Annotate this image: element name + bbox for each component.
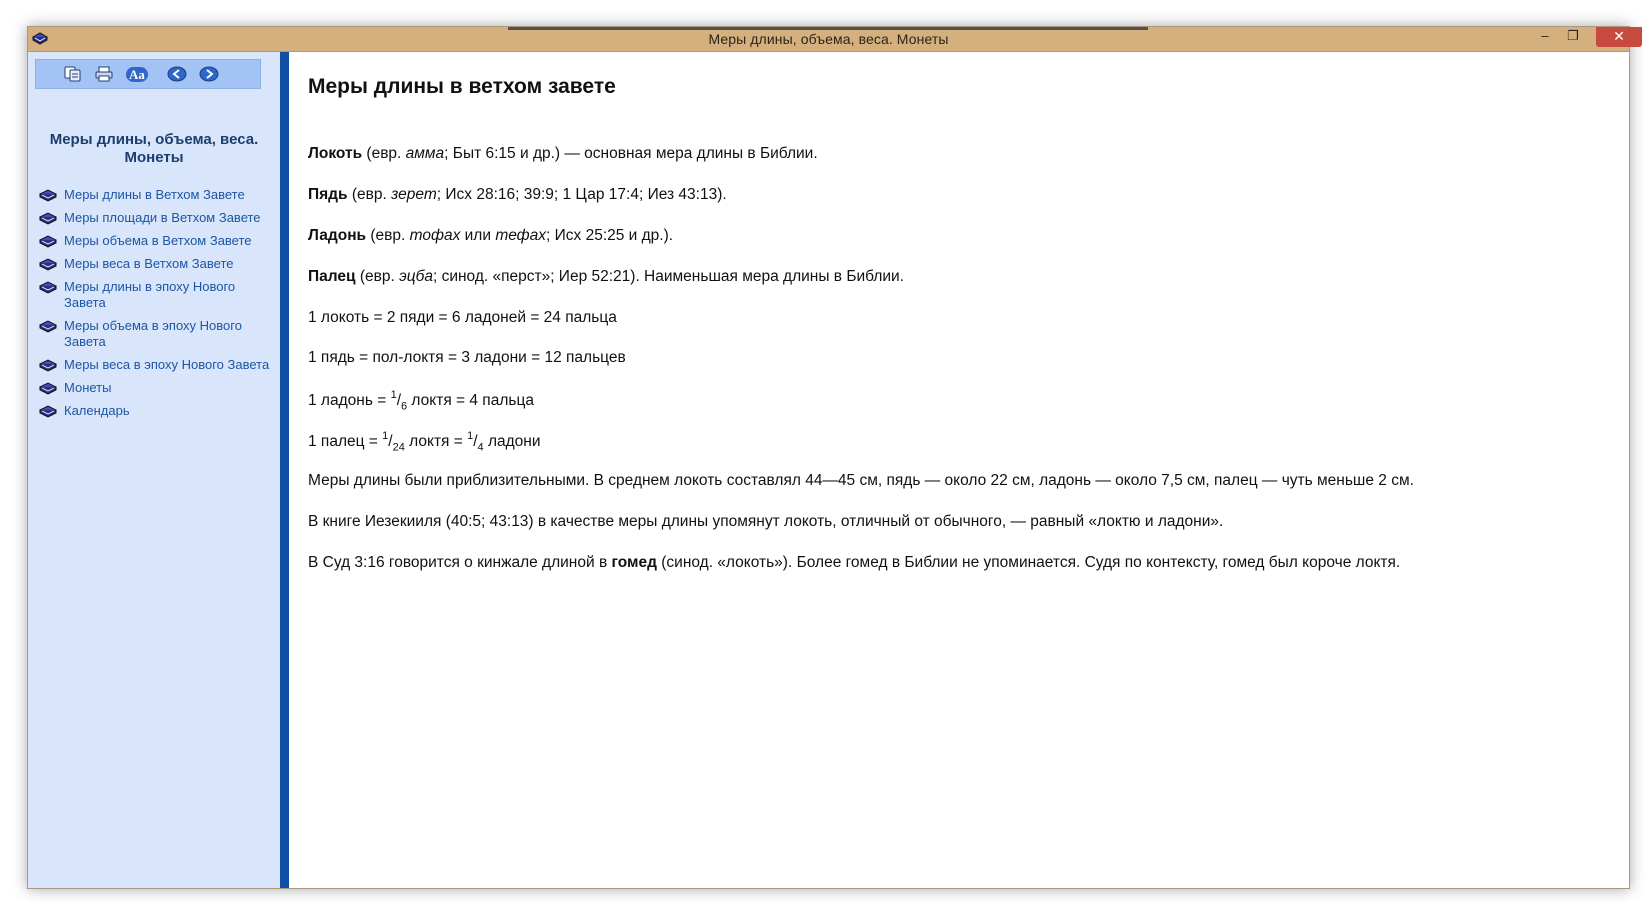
fraction-slash: / xyxy=(473,433,478,451)
sidebar-item-volume-nt[interactable] xyxy=(38,318,274,350)
forward-button[interactable] xyxy=(199,65,219,83)
text: ; синод. «перст»; Иер 52:21). Наименьшая мера длины в Библии. xyxy=(432,268,904,285)
denominator: 4 xyxy=(477,441,484,454)
back-button[interactable] xyxy=(167,65,187,83)
text: локтя = 4 пальца xyxy=(407,392,534,410)
book-icon xyxy=(39,234,57,249)
sidebar-item-calendar[interactable] xyxy=(38,403,274,419)
term-span: Пядь xyxy=(308,186,348,203)
title-bar[interactable] xyxy=(28,27,1629,52)
sidebar-item-label: Меры длины в эпоху Нового Завета xyxy=(64,279,236,310)
text: 1 ладонь = xyxy=(308,392,391,410)
hebrew-term: тофах xyxy=(409,227,461,244)
font-size-icon: Aa xyxy=(126,67,148,82)
paragraph-gomed xyxy=(308,554,1400,572)
fraction-slash: / xyxy=(388,433,393,451)
article-heading: Меры длины в ветхом завете xyxy=(308,75,616,98)
sidebar-item-label: Меры объема в эпоху Нового Завета xyxy=(64,318,242,349)
text: локтя = xyxy=(404,433,468,451)
book-icon xyxy=(39,211,57,226)
pane-divider[interactable] xyxy=(280,52,289,888)
sidebar-item-label: Монеты xyxy=(64,380,112,395)
text: (синод. «локоть»). Более гомед в Библии не упоминается. Судя по контексту, гомед был короче локтя. xyxy=(656,554,1401,571)
equation-span: 1 пядь = пол-локтя = 3 ладони = 12 пальцев xyxy=(308,349,626,366)
equation-cubit: 1 локоть = 2 пяди = 6 ладоней = 24 пальца xyxy=(308,309,617,326)
sidebar-item-label: Календарь xyxy=(64,403,130,418)
back-arrow-icon xyxy=(167,66,187,82)
fraction-slash: / xyxy=(396,392,401,410)
article-content xyxy=(308,52,1609,888)
print-icon xyxy=(95,66,113,82)
copy-icon xyxy=(64,66,82,82)
hebrew-term: тефах xyxy=(495,227,547,244)
minimize-button[interactable]: – xyxy=(1541,28,1549,43)
book-icon xyxy=(39,404,57,419)
equation-finger xyxy=(308,431,541,453)
sidebar-item-area-ot[interactable] xyxy=(38,210,274,226)
toolbar xyxy=(35,59,261,89)
sidebar-item-volume-ot[interactable] xyxy=(38,233,274,249)
text: ; Исх 25:25 и др.). xyxy=(546,227,674,244)
sidebar-item-weight-nt[interactable] xyxy=(38,357,274,373)
sidebar-item-lengths-ot[interactable] xyxy=(38,187,274,203)
paragraph-ezekiel: В книге Иезекииля (40:5; 43:13) в качестве меры длины упомянут локоть, отличный от обычного, — равный «локтю и ладони». xyxy=(308,513,1224,530)
paragraph-palm xyxy=(308,227,673,245)
text: (евр. xyxy=(347,186,392,203)
book-icon xyxy=(39,257,57,272)
book-icon xyxy=(39,188,57,203)
paragraph-cubit xyxy=(308,145,818,163)
term-finger: Палец xyxy=(308,268,356,285)
app-window xyxy=(27,26,1630,889)
book-icon xyxy=(39,319,57,334)
print-button[interactable] xyxy=(94,65,114,83)
text: или xyxy=(460,227,496,244)
close-button[interactable]: ✕ xyxy=(1596,27,1642,47)
text: (евр. xyxy=(362,145,406,162)
numerator: 1 xyxy=(467,430,474,442)
term-gomed: гомед xyxy=(611,554,657,571)
text: В Суд 3:16 говорится о кинжале длиной в xyxy=(308,554,612,571)
sidebar-item-label: Меры веса в Ветхом Завете xyxy=(64,256,234,271)
denominator: 24 xyxy=(392,441,405,454)
book-icon xyxy=(39,358,57,373)
sidebar-item-lengths-nt[interactable] xyxy=(38,279,274,311)
title-bar-accent xyxy=(508,27,1148,30)
copy-button[interactable] xyxy=(63,65,83,83)
numerator: 1 xyxy=(390,389,397,401)
hebrew-term: эцба xyxy=(399,268,433,285)
term-cubit: Локоть xyxy=(308,145,363,162)
numerator: 1 xyxy=(382,430,389,442)
text: ; Исх 28:16; 39:9; 1 Цар 17:4; Иез 43:13). xyxy=(436,186,727,203)
sidebar-item-label: Меры веса в эпоху Нового Завета xyxy=(64,357,270,372)
text: ладони xyxy=(483,433,541,451)
book-icon xyxy=(39,280,57,295)
equation-palm xyxy=(308,390,534,412)
denominator: 6 xyxy=(401,400,408,413)
sidebar xyxy=(28,52,280,888)
paragraph-finger xyxy=(308,268,904,286)
hebrew-term: амма xyxy=(405,145,445,162)
sidebar-item-label: Меры длины в Ветхом Завете xyxy=(64,187,245,202)
paragraph-approximate: Меры длины были приблизительными. В среднем локоть составлял 44—45 см, пядь — около 22 см, ладонь — около 7,5 см, палец — чуть меньше 2 см. xyxy=(308,472,1414,489)
text: 1 палец = xyxy=(308,433,383,451)
sidebar-title: Меры длины, объема, веса. Монеты xyxy=(49,131,259,166)
sidebar-item-label: Меры объема в Ветхом Завете xyxy=(64,233,252,248)
text: (евр. xyxy=(355,268,400,285)
hebrew-term: зерет xyxy=(391,186,437,203)
forward-arrow-icon xyxy=(199,66,219,82)
book-icon xyxy=(39,381,57,396)
paragraph-span xyxy=(308,186,727,204)
sidebar-nav xyxy=(38,187,274,426)
sidebar-item-label: Меры площади в Ветхом Завете xyxy=(64,210,261,225)
window-title: Меры длины, объема, веса. Монеты xyxy=(708,31,949,47)
font-size-button[interactable] xyxy=(125,65,149,83)
maximize-button[interactable]: ❐ xyxy=(1567,28,1579,43)
text: ; Быт 6:15 и др.) — основная мера длины в Библии. xyxy=(444,145,818,162)
term-palm: Ладонь xyxy=(308,227,367,244)
sidebar-item-coins[interactable] xyxy=(38,380,274,396)
sidebar-item-weight-ot[interactable] xyxy=(38,256,274,272)
text: (евр. xyxy=(366,227,410,244)
